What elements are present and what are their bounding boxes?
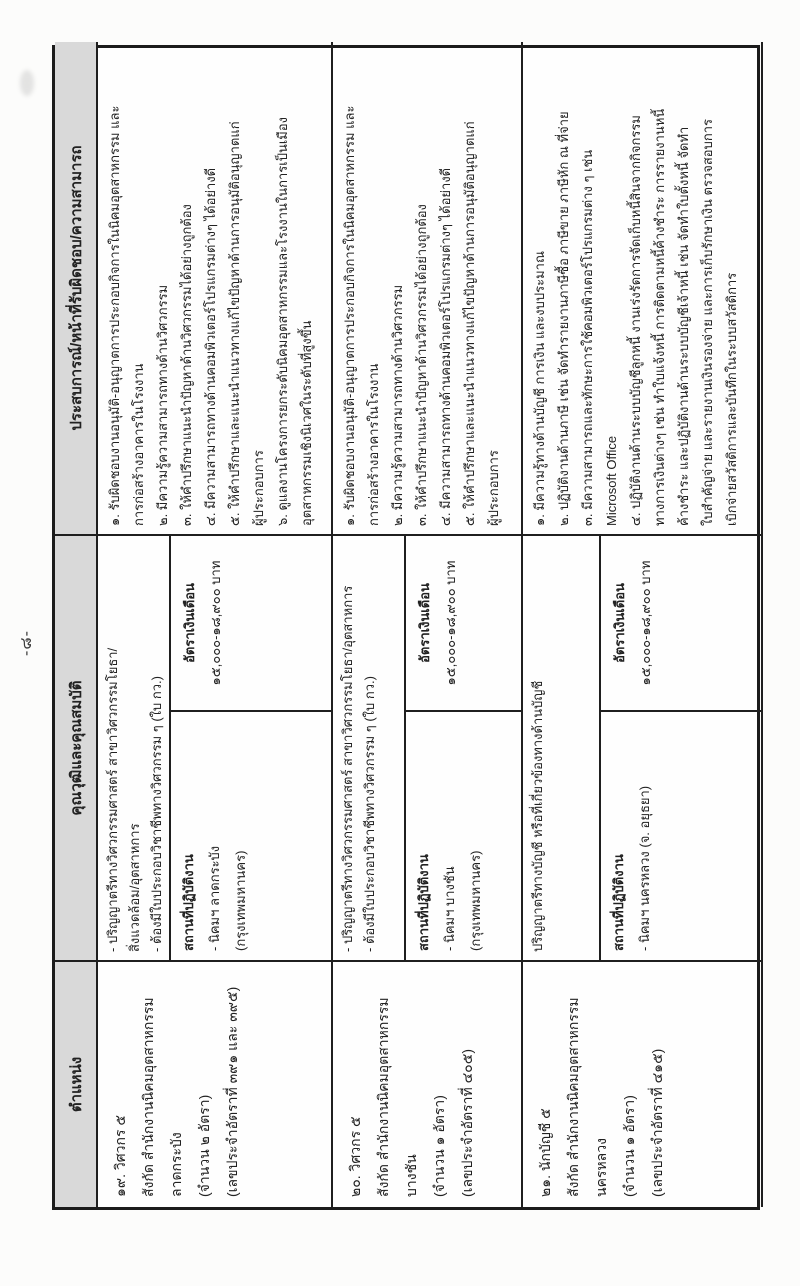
text-line: ๒๐. วิศวกร ๕ bbox=[347, 1116, 363, 1197]
row-19-qualification-cell bbox=[98, 534, 333, 960]
text-line: การก่อสร้างอาคารในโรงงาน bbox=[131, 363, 146, 526]
scan-artifact bbox=[20, 70, 34, 96]
work-location-cell bbox=[601, 710, 761, 960]
row-20-experience-cell bbox=[333, 42, 523, 534]
qualification-text bbox=[98, 536, 169, 960]
qualification-text bbox=[333, 536, 404, 960]
text-line: ลาดกระบัง bbox=[168, 1132, 184, 1197]
work-location-lines bbox=[202, 716, 254, 951]
text-line: ๒. มีความรู้ความสามารถทางด้านวิศวกรรม bbox=[390, 284, 405, 526]
salary-value: ๑๕,๐๐๐-๑๘,๙๐๐ บาท bbox=[208, 560, 223, 686]
qualification-subtable bbox=[599, 536, 761, 960]
positions-table bbox=[52, 45, 760, 1210]
salary-cell bbox=[601, 536, 761, 710]
text-line: ๕. ให้คำปรึกษาและแนะนำแนวทางแก้ไขปัญหาด้านการอนุมัติอนุญาตแก่ bbox=[227, 121, 242, 526]
text-line: - ปริญญาตรีทางวิศวกรรมศาสตร์ สาขาวิศวกรรมโยธา/ bbox=[105, 647, 120, 952]
text-line: ค้างชำระ และปฏิบัติงานด้านระบบบัญชีเจ้าหนี้ เช่น จัดทำใบตั้งหนี้ จัดทำ bbox=[676, 126, 691, 526]
text-line: การก่อสร้างอาคารในโรงงาน bbox=[366, 363, 381, 526]
text-line: เบิกจ่ายสวัสดิการและบันทึกในระบบสวัสดิการ bbox=[724, 272, 739, 526]
text-line: ๒. ปฏิบัติงานด้านภาษี เช่น จัดทำรายงานภาษีซื้อ ภาษีขาย ภาษีหัก ณ ที่จ่าย bbox=[556, 111, 571, 526]
salary-cell bbox=[171, 536, 331, 710]
salary-value: ๑๕,๐๐๐-๑๘,๙๐๐ บาท bbox=[443, 560, 458, 686]
page-number: -๘- bbox=[18, 630, 35, 656]
text-line: (จำนวน ๑ อัตรา) bbox=[431, 1095, 447, 1197]
text-line: Microsoft Office bbox=[604, 435, 619, 526]
text-line: ๓. มีความสามารถและทักษะการใช้คอมพิวเตอร์โปรแกรมต่าง ๆ เช่น bbox=[580, 149, 595, 526]
text-line: นครหลวง bbox=[593, 1138, 609, 1197]
work-location-cell bbox=[406, 710, 521, 960]
text-line: (จำนวน ๒ อัตรา) bbox=[196, 1094, 212, 1197]
text-line: ๒๑. นักบัญชี ๕ bbox=[537, 1108, 553, 1197]
text-line: ๔. ปฏิบัติงานด้านระบบบัญชีลูกหนี้ งานเร่งรัดการจัดเก็บหนี้สินจากกิจกรรม bbox=[628, 115, 643, 526]
work-location-cell bbox=[171, 710, 331, 960]
text-line: - นิคมฯ นครหลวง (จ. อยุธยา) bbox=[637, 785, 652, 951]
text-line: สังกัด สำนักงานนิคมอุตสาหกรรม bbox=[565, 997, 581, 1197]
text-line: ๑. รับผิดชอบงานอนุมัติ-อนุญาตการประกอบกิจการในนิคมอุตสาหกรรม และ bbox=[107, 105, 122, 526]
row-21-position-cell bbox=[523, 960, 763, 1207]
text-line: สิ่งแวดล้อม/อุตสาหการ bbox=[127, 823, 142, 952]
text-line: ๑. รับผิดชอบงานอนุมัติ-อนุญาตการประกอบกิจการในนิคมอุตสาหกรรม และ bbox=[342, 105, 357, 526]
text-line: สังกัด สำนักงานนิคมอุตสาหกรรม bbox=[140, 997, 156, 1197]
text-line: ๔. มีความสามารถทางด้านคอมพิวเตอร์โปรแกรมต่างๆ ได้อย่างดี bbox=[438, 167, 453, 526]
text-line: ๓. ให้คำปรึกษาแนะนำปัญหาด้านวิศวกรรมได้อย่างถูกต้อง bbox=[179, 204, 194, 526]
text-line: ๓. ให้คำปรึกษาแนะนำปัญหาด้านวิศวกรรมได้อย่างถูกต้อง bbox=[414, 204, 429, 526]
row-19-experience-cell bbox=[98, 42, 333, 534]
row-20-qualification-cell bbox=[333, 534, 523, 960]
text-line: ปริญญาตรีทางบัญชี หรือที่เกี่ยวข้องทางด้านบัญชี bbox=[530, 680, 545, 952]
text-line: (เลขประจำอัตราที่ ๔๐๕) bbox=[459, 1049, 475, 1197]
row-19-position-cell bbox=[98, 960, 333, 1207]
row-21-qualification-cell bbox=[523, 534, 763, 960]
work-location-lines bbox=[437, 716, 489, 951]
text-line: (เลขประจำอัตราที่ ๓๙๑ และ ๓๙๕) bbox=[224, 986, 240, 1197]
text-line: อุตสาหกรรมเชิงนิเวศในระดับที่สูงขึ้น bbox=[299, 320, 314, 526]
qualification-subtable bbox=[169, 536, 331, 960]
text-line: ๒. มีความรู้ความสามารถทางด้านวิศวกรรม bbox=[155, 284, 170, 526]
work-location-label: สถานที่ปฏิบัติงาน bbox=[181, 854, 196, 951]
text-line: ๑. มีความรู้ทางด้านบัญชี การเงิน และงบประมาณ bbox=[532, 250, 547, 526]
text-line: ๖. ดูแลงานโครงการยกระดับนิคมอุตสาหกรรมและโรงงานในการเป็นเมือง bbox=[275, 116, 290, 526]
text-line: (กรุงเทพมหานคร) bbox=[233, 850, 248, 951]
text-line: ๔. มีความสามารถทางด้านคอมพิวเตอร์โปรแกรมต่างๆ ได้อย่างดี bbox=[203, 167, 218, 526]
work-location-label: สถานที่ปฏิบัติงาน bbox=[611, 854, 626, 951]
salary-label: อัตราเงินเดือน bbox=[182, 583, 197, 663]
text-line: - นิคมฯ บางชัน bbox=[442, 866, 457, 951]
salary-label: อัตราเงินเดือน bbox=[417, 583, 432, 663]
text-line: ทางการเงินต่างๆ เช่น ทำใบแจ้งหนี้ การติดตามหนี้ค้างชำระ การรายงานหนี้ bbox=[652, 108, 667, 526]
text-line: ผู้ประกอบการ bbox=[251, 450, 266, 526]
text-line: (เลขประจำอัตราที่ ๔๑๕) bbox=[649, 1048, 665, 1197]
text-line: - ต้องมีใบประกอบวิชาชีพทางวิศวกรรม ๆ (ใบ กว.) bbox=[362, 675, 377, 952]
header-qualification: คุณวุฒิและคุณสมบัติ bbox=[55, 534, 98, 960]
text-line: ๕. ให้คำปรึกษาและแนะนำแนวทางแก้ไขปัญหาด้านการอนุมัติอนุญาตแก่ bbox=[462, 121, 477, 526]
text-line: ๑๙. วิศวกร ๕ bbox=[112, 1114, 128, 1197]
row-21-experience-cell bbox=[523, 42, 763, 534]
text-line: ใบสำคัญจ่าย และรายงานเงินรองจ่าย และการเก็บรักษาเงิน ตรวจสอบการ bbox=[700, 118, 715, 526]
text-line: สังกัด สำนักงานนิคมอุตสาหกรรม bbox=[375, 997, 391, 1197]
salary-cell bbox=[406, 536, 521, 710]
qualification-text bbox=[523, 536, 599, 960]
row-20-position-cell bbox=[333, 960, 523, 1207]
work-location-label: สถานที่ปฏิบัติงาน bbox=[416, 854, 431, 951]
text-line: (กรุงเทพมหานคร) bbox=[468, 850, 483, 951]
salary-value: ๑๕,๐๐๐-๑๘,๙๐๐ บาท bbox=[638, 560, 653, 686]
text-line: - ต้องมีใบประกอบวิชาชีพทางวิศวกรรม ๆ (ใบ กว.) bbox=[149, 675, 164, 952]
salary-label: อัตราเงินเดือน bbox=[612, 583, 627, 663]
header-position: ตำแหน่ง bbox=[55, 960, 98, 1207]
header-experience: ประสบการณ์/หน้าที่รับผิดชอบ/ความสามารถ bbox=[55, 42, 98, 534]
text-line: - ปริญญาตรีทางวิศวกรรมศาสตร์ สาขาวิศวกรรมโยธา/อุตสาหการ bbox=[340, 585, 355, 952]
text-line: (จำนวน ๑ อัตรา) bbox=[621, 1095, 637, 1197]
text-line: บางชัน bbox=[403, 1154, 419, 1197]
text-line: - นิคมฯ ลาดกระบัง bbox=[207, 845, 222, 951]
text-line: ผู้ประกอบการ bbox=[486, 450, 501, 526]
work-location-lines bbox=[632, 716, 658, 951]
qualification-subtable bbox=[404, 536, 521, 960]
